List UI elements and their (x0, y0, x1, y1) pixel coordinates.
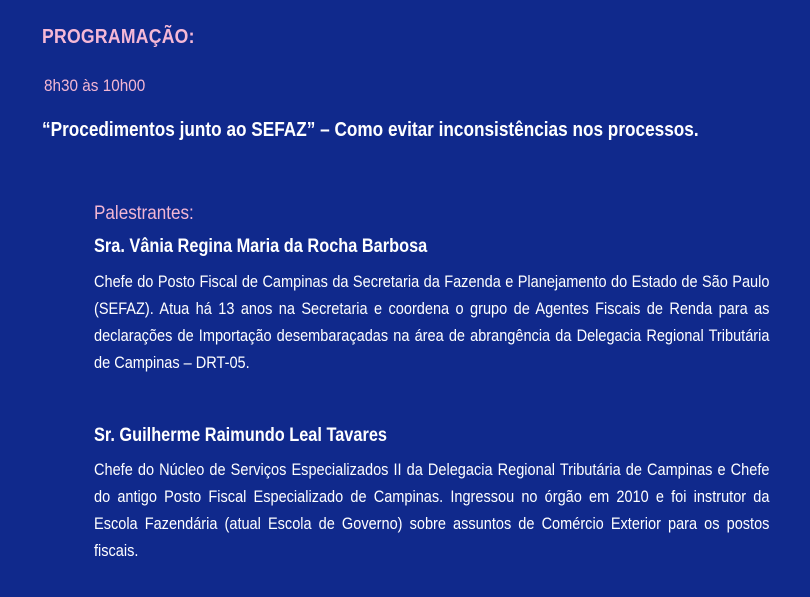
session-time: 8h30 às 10h00 (44, 76, 146, 95)
speaker-bio: Chefe do Posto Fiscal de Campinas da Secretaria da Fazenda e Planejamento do Estado de São Paulo (SEFAZ). Atua há 13 anos na Secretaria e coordena o grupo de Agentes Fiscais de Renda para as declarações de Importação desembaraçadas na área de abrangência da Delegacia Regional Tributária de Campinas – DRT-05. (94, 272, 770, 372)
speaker-bio: Chefe do Núcleo de Serviços Especializados II da Delegacia Regional Tributária de Campinas e Chefe do antigo Posto Fiscal Especializado de Campinas. Ingressou no órgão em 2010 e foi instrutor da Escola Fazendária (atual Escola de Governo) sobre assuntos de Comércio Exterior para os postos fiscais. (94, 460, 770, 560)
speaker-name: Sr. Guilherme Raimundo Leal Tavares (94, 425, 388, 446)
speaker-name: Sra. Vânia Regina Maria da Rocha Barbosa (94, 236, 428, 257)
program-heading: PROGRAMAÇÃO: (42, 26, 195, 48)
speakers-label: Palestrantes: (94, 203, 194, 224)
talk-title: “Procedimentos junto ao SEFAZ” – Como evitar inconsistências nos processos. (42, 119, 699, 141)
